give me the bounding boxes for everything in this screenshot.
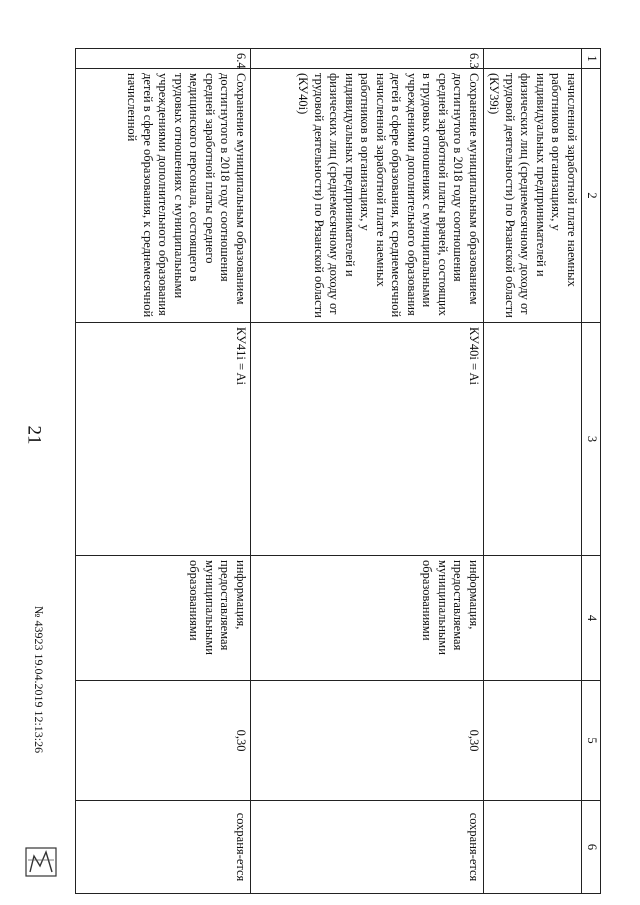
page-number: 21 [23, 425, 45, 445]
indicator-formula: КУ40i = Ai [251, 323, 484, 556]
weight-value [484, 681, 582, 801]
indicator-description: начисленной заработной плате наемных работников в организациях, у индивидуальных предпринимателей и физических лиц (среднемесячному доходу от трудовой деятельности) по Рязанской области (КУ39i) [484, 69, 582, 323]
header-col-1: 1 [582, 49, 601, 69]
data-source: информация, предоставляемая муниципальными образованиями [76, 556, 251, 681]
indicator-description: Сохранение муниципальным образованием достигнутого в 2018 году соотношения средней заработной платы врачей, состоящих в трудовых отношениях с муниципальными учреждениями дополнительного образования детей в сфере образования, к среднемесячной начисленной заработной плате наемных работников в организациях, у индивидуальных предпринимателей и физических лиц (среднемесячному доходу от трудовой деятельности) по Рязанской области (КУ40i) [251, 69, 484, 323]
target-value: сохраня-ется [76, 801, 251, 894]
data-source: информация, предоставляемая муниципальными образованиями [251, 556, 484, 681]
target-value [484, 801, 582, 894]
rotated-table-page [61, 48, 601, 893]
data-source [484, 556, 582, 681]
header-col-4: 4 [582, 556, 601, 681]
table-row [76, 49, 251, 894]
indicator-formula [484, 323, 582, 556]
target-value: сохраня-ется [251, 801, 484, 894]
header-col-6: 6 [582, 801, 601, 894]
indicator-description: Сохранение муниципальным образованием достигнутого в 2018 году соотношения средней заработной платы среднего медицинского персонала, состоящего в трудовых отношениях с муниципальными учреждениями дополнительного образования детей в сфере образования, к среднемесячной начисленной [76, 69, 251, 323]
row-number [484, 49, 582, 69]
table-row [484, 49, 582, 894]
weight-value: 0,30 [251, 681, 484, 801]
header-col-5: 5 [582, 681, 601, 801]
table-row [251, 49, 484, 894]
header-col-2: 2 [582, 69, 601, 323]
indicator-table [75, 48, 601, 894]
weight-value: 0,30 [76, 681, 251, 801]
row-number: 6.4 [76, 49, 251, 69]
row-number: 6.3 [251, 49, 484, 69]
table-header-row [582, 49, 601, 894]
header-col-3: 3 [582, 323, 601, 556]
document-registration-footer: № 43923 19.04.2019 12:13:26 [32, 606, 46, 754]
registration-stamp-icon [22, 842, 62, 882]
indicator-formula: КУ41i = Ai [76, 323, 251, 556]
